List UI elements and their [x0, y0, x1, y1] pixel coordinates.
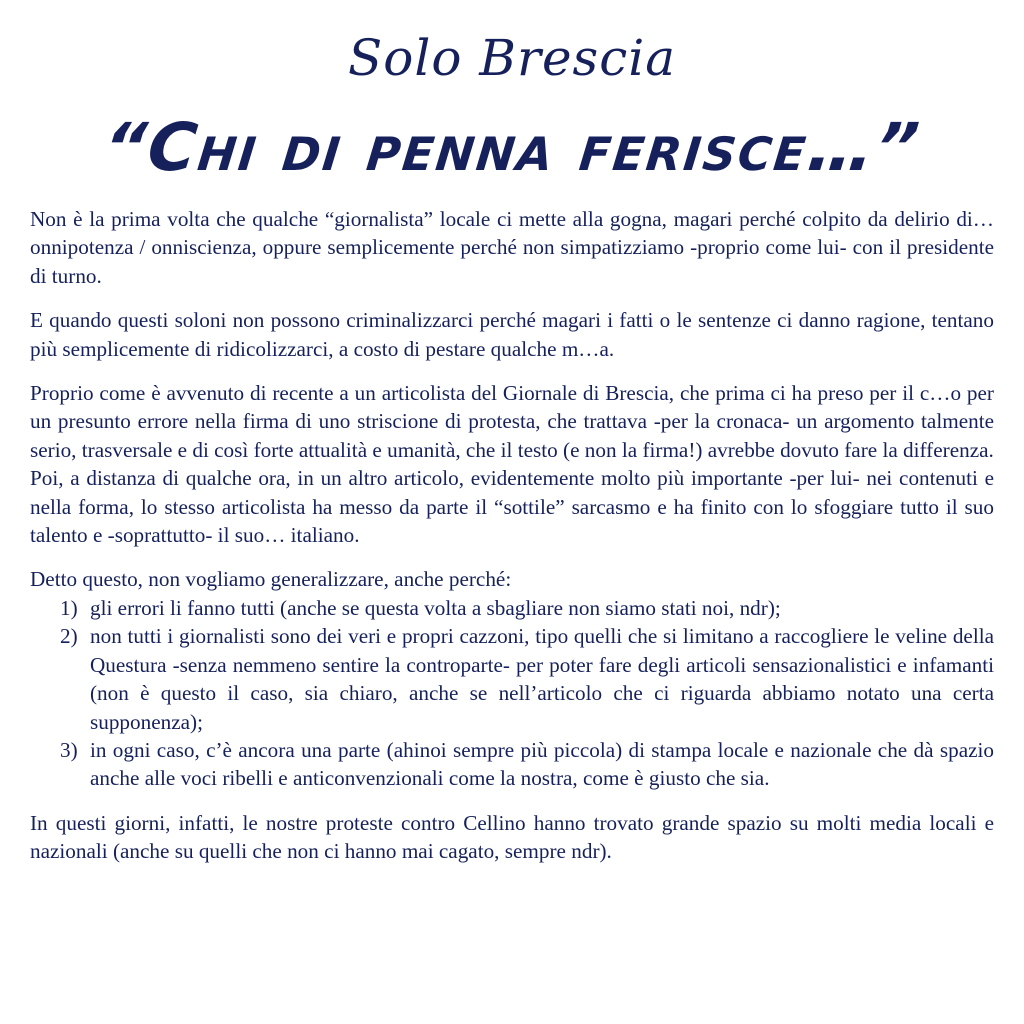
paragraph-5: In questi giorni, infatti, le nostre proteste contro Cellino hanno trovato grande spazio su molti media locali e nazionali (anche su quelli che non ci hanno mai cagato, sempre ndr). [30, 810, 994, 864]
headline: “Chi di penna ferisce…” [99, 109, 925, 186]
list-item [30, 736, 994, 793]
kicker-title: Solo Brescia [347, 29, 677, 87]
list-intro: Detto questo, non vogliamo generalizzare, anche perché: [30, 567, 512, 592]
list-number: 1) [60, 595, 78, 620]
paragraph-1: Non è la prima volta che qualche “giornalista” locale ci mette alla gogna, magari perché colpito da delirio di… onnipotenza / onniscienza, oppure semplicemente perché non simpatizziamo -proprio come lui- con il presidente di turno. [30, 207, 994, 288]
list-item [30, 622, 994, 736]
article-body [30, 205, 994, 866]
list-number: 2) [60, 624, 78, 649]
paragraph-2: E quando questi soloni non possono criminalizzarci perché magari i fatti o le sentenze ci danno ragione, tentano più semplicemente di ridicolizzarci, a costo di pestare qualche m…a. [30, 308, 994, 361]
numbered-list [30, 594, 994, 793]
list-number: 3) [60, 737, 78, 762]
paragraph-3: Proprio come è avvenuto di recente a un articolista del Giornale di Brescia, che prima ci ha preso per il c…o per un presunto errore nella firma di uno striscione di protesta, che trattava -per la cronaca- un argomento talmente serio, trasversale e di così forte attualità e umanità, che il testo (e non la firma!) avrebbe dovuto fare la differenza. [30, 381, 994, 462]
paragraph-4: Poi, a distanza di qualche ora, in un altro articolo, evidentemente molto più importante -per lui- nei contenuti e nella forma, lo stesso articolista ha messo da parte il “sottile” sarcasmo e ha finito con lo sfoggiare tutto il suo talento e -soprattutto- il suo… italiano. [30, 466, 994, 548]
list-item-text: gli errori li fanno tutti (anche se questa volta a sbagliare non siamo stati noi, ndr); [90, 595, 781, 620]
list-item [30, 594, 994, 622]
list-item-text: non tutti i giornalisti sono dei veri e propri cazzoni, tipo quelli che si limitano a raccogliere le veline della Questura -senza nemmeno sentire la controparte- per poter fare degli articoli sensazionalistici e infamanti (non è questo il caso, sia chiaro, anche se nell’articolo che ci riguarda abbiamo notato una certa supponenza); [90, 624, 994, 734]
list-item-text: in ogni caso, c’è ancora una parte (ahinoi sempre più piccola) di stampa locale e nazionale che dà spazio anche alle voci ribelli e anticonvenzionali come la nostra, come è giusto che sia. [90, 737, 994, 791]
